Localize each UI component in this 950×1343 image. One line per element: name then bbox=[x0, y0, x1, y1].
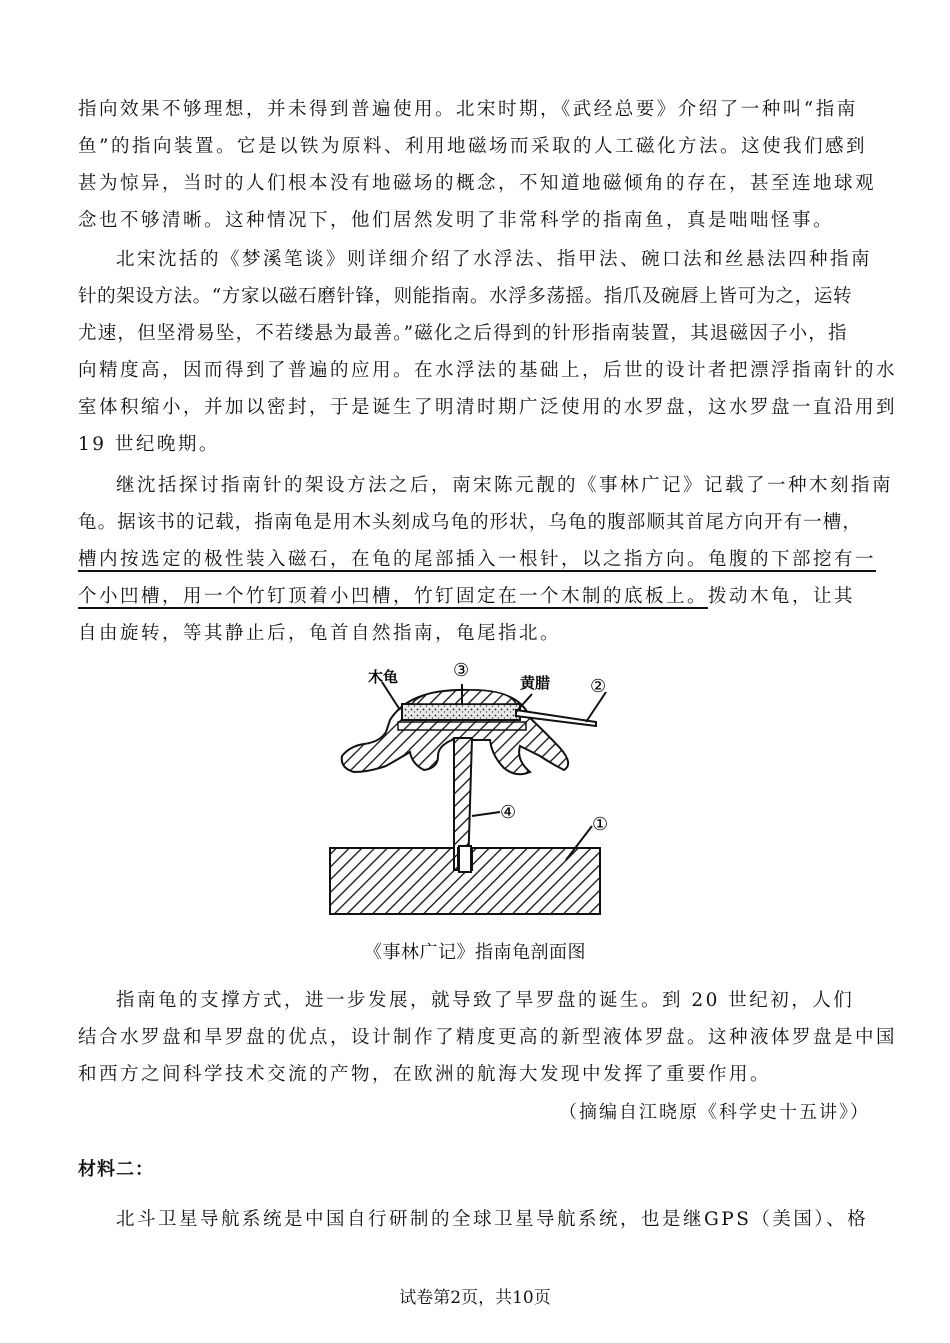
text-line: 北斗卫星导航系统是中国自行研制的全球卫星导航系统，也是继GPS（美国）、格 bbox=[116, 1209, 869, 1230]
source-citation: （摘编自江晓原《科学史十五讲》） bbox=[559, 1102, 870, 1123]
paragraph-zhinanyu bbox=[78, 91, 877, 239]
text-line: 尤速，但坚滑易坠，不若缕悬为最善。”磁化之后得到的针形指南装置，其退磁因子小，指 bbox=[78, 323, 848, 344]
text-line: 向精度高，因而得到了普遍的应用。在水浮法的基础上，后世的设计者把漂浮指南针的水 bbox=[78, 360, 898, 381]
text-line: 北宋沈括的《梦溪笔谈》则详细介绍了水浮法、指甲法、碗口法和丝悬法四种指南 bbox=[116, 249, 873, 270]
text-line: 念也不够清晰。这种情况下，他们居然发明了非常科学的指南鱼，真是咄咄怪事。 bbox=[78, 210, 835, 231]
text-segment: 拨动木龟，让其 bbox=[708, 586, 856, 607]
section-heading-material-2: 材料二： bbox=[78, 1159, 154, 1180]
text-line: 指向效果不够理想，并未得到普遍使用。北宋时期，《武经总要》介绍了一种叫“指南 bbox=[78, 99, 858, 120]
bamboo-peg bbox=[454, 738, 472, 872]
underlined-line: 槽内按选定的极性装入磁石，在龟的尾部插入一根针，以之指方向。龟腹的下部挖有一 bbox=[78, 549, 877, 570]
text-line: 结合水罗盘和旱罗盘的优点，设计制作了精度更高的新型液体罗盘。这种液体罗盘是中国 bbox=[78, 1027, 898, 1048]
text-line: 针的架设方法。“方家以磁石磨针锋，则能指南。水浮多荡摇。指爪及碗唇上皆可为之，运转 bbox=[78, 286, 853, 307]
label-yellow-wax: 黄腊 bbox=[520, 674, 551, 692]
page-footer: 试卷第2页，共10页 bbox=[399, 1288, 551, 1308]
text-line: 室体积缩小，并加以密封，于是诞生了明清时期广泛使用的水罗盘，这水罗盘一直沿用到 bbox=[78, 397, 898, 418]
paragraph-mengxi-bitan bbox=[78, 241, 898, 463]
compass-turtle-diagram bbox=[320, 660, 610, 920]
label-num-4: ④ bbox=[500, 802, 517, 823]
text-line: 龟。据该书的记载，指南龟是用木头刻成乌龟的形状，乌龟的腹部顺其首尾方向开有一槽， bbox=[78, 512, 863, 533]
paragraph-zhinangui bbox=[78, 467, 894, 652]
label-num-3: ③ bbox=[453, 660, 470, 681]
turtle-cross-section-drawing bbox=[320, 660, 610, 920]
underlined-text: 个小凹槽，用一个竹钉顶着小凹槽，竹钉固定在一个木制的底板上。 bbox=[78, 586, 709, 607]
figure-caption: 《事林广记》指南龟剖面图 bbox=[364, 942, 586, 963]
text-line: 自由旋转，等其静止后，龟首自然指南，龟尾指北。 bbox=[78, 623, 562, 644]
text-line: 19 世纪晚期。 bbox=[78, 434, 220, 455]
text-line: 指南龟的支撑方式，进一步发展，就导致了旱罗盘的诞生。到 20 世纪初，人们 bbox=[116, 990, 855, 1011]
text-line: 和西方之间科学技术交流的产物，在欧洲的航海大发现中发挥了重要作用。 bbox=[78, 1064, 772, 1085]
label-num-1: ① bbox=[592, 814, 609, 835]
text-line: 继沈括探讨指南针的架设方法之后，南宋陈元靓的《事林广记》记载了一种木刻指南 bbox=[116, 475, 894, 496]
label-wooden-turtle: 木龟 bbox=[368, 668, 399, 686]
text-line: 甚为惊异，当时的人们根本没有地磁场的概念，不知道地磁倾角的存在，甚至连地球观 bbox=[78, 173, 877, 194]
paragraph-beidou bbox=[78, 1201, 868, 1238]
text-line: 鱼”的指向装置。它是以铁为原料、利用地磁场而采取的人工磁化方法。这使我们感到 bbox=[78, 136, 867, 157]
label-num-2: ② bbox=[590, 676, 607, 697]
paragraph-dry-compass bbox=[78, 982, 898, 1093]
text-line bbox=[78, 578, 868, 615]
